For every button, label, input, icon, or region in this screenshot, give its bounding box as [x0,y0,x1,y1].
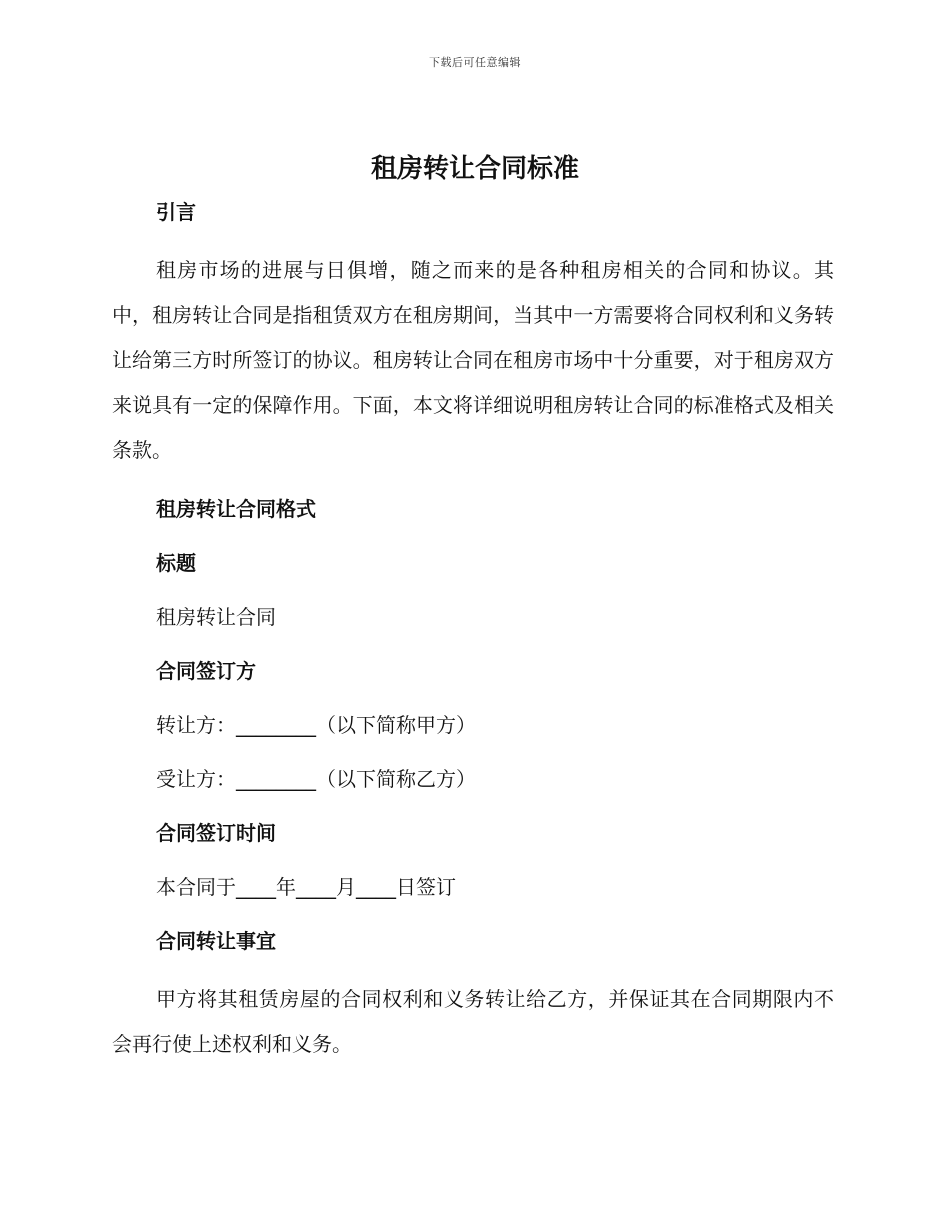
transferor-line: 转让方：________（以下简称甲方） [156,713,476,737]
spacer [112,905,834,923]
spacer [112,689,834,707]
spacer [112,797,834,815]
parties-heading: 合同签订方 [156,659,256,683]
date-heading: 合同签订时间 [156,821,276,845]
matters-heading: 合同转让事宜 [156,929,276,953]
header-note: 下载后可任意编辑 [429,56,521,69]
document-body [112,194,834,1067]
spacer [112,851,834,869]
intro-heading: 引言 [156,200,196,224]
spacer [112,230,834,248]
date-line: 本合同于____年____月____日签订 [156,875,456,899]
transferee-line: 受让方：________（以下简称乙方） [156,767,476,791]
format-heading: 租房转让合同格式 [156,497,316,521]
document-title: 租房转让合同标准 [370,154,579,184]
spacer [112,959,834,977]
spacer [112,743,834,761]
title-value: 租房转让合同 [156,605,276,629]
intro-paragraph: 租房市场的进展与日俱增，随之而来的是各种租房相关的合同和协议。其中，租房转让合同是指租赁双方在租房期间，当其中一方需要将合同权利和义务转让给第三方时所签订的协议。租房转让合同在租房市场中十分重要，对于租房双方来说具有一定的保障作用。下面，本文将详细说明租房转让合同的标准格式及相关条款。 [112,258,834,462]
title-heading: 标题 [156,551,196,575]
spacer [112,527,834,545]
matters-paragraph: 甲方将其租赁房屋的合同权利和义务转让给乙方，并保证其在合同期限内不会再行使上述权利和义务。 [112,987,834,1056]
spacer [112,473,834,491]
spacer [112,635,834,653]
spacer [112,581,834,599]
